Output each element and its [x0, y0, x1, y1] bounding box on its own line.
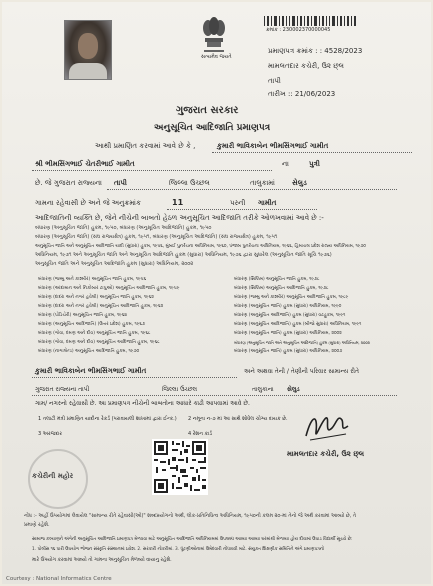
order-item: બંધારણ (અનુસૂચિત જાતિ) હુકમ (સુધારા) અધિનિયમ, ૨૦૦૭ [234, 349, 343, 354]
residence-district: જિલ્લા ઉચ્છલ [162, 386, 197, 393]
footer-paragraph: સામાજ કલ્યાણને અંગેની અનુસૂચિત આદિજાતિ પ્રમાણપત્ર મેળવવા માટે અનુસૂચિત આદિજાતિ અધિનિયમમાં ઉપલબ્ધ આવ્યા આવ્યા ઘરમાંથી મેળવ્યા હોય દીવામાં ઉપાડ વિદ્યાર્થી સૂચવે છે: [32, 537, 353, 542]
order-item: બંધારણ (ગોવા, દમણ અને દીવ) અનુસૂચિત આદિજાતિ હુકમ, ૧૯૬૮ [38, 340, 160, 345]
barcode-number: ક્રમાંક : 230002370000045 [266, 27, 331, 33]
issue-date: તારીખ :: 21/06/2023 [268, 90, 336, 98]
district-name: તાપી [268, 77, 281, 85]
relation-word: ના [282, 160, 289, 168]
underline [212, 152, 412, 153]
legal-line: અનુસૂચિત જાતિ અને અનુસૂચિત આદિજાતિ હુકમ (સુધારા) અધિનિયમ, ૨૦૦૨ [35, 261, 194, 267]
order-item: બંધારણ (દાદરા અને નગર હવેલી) અનુસૂચિત આદિજાતિ હુકમ, ૧૯૬૨ [38, 304, 164, 309]
serial-suffix: પરની [230, 199, 246, 207]
legal-line: અધિનિયમ, ૧૯૭૧ અને અનુસૂચિત જાતિ અને અનુસૂચિત આદિજાતિ હુકમ (સુધારા) અધિનિયમ, ૧૯૭૬ દ્વારા સુધારેલ (અનુસૂચિત જાતિ સૂચિ ૧૯૭૬) [35, 252, 332, 258]
tribe-suffix: આદિજાતિની વ્યક્તિ છે, જેને નીચેની બાબતો હેઠળ અનુસૂચિત આદિજાતિ તરીકે ઓળખવામાં આવે છે :- [35, 214, 324, 222]
footer-paragraph: મારે ઉપયોગ કરવામાં આવ્યો તો ગામના અનુસૂચિત મેળવ્યો વાયાનુ રહેશે. [32, 558, 172, 563]
underline [32, 170, 272, 171]
signatory-designation: મામલતદાર કચેરી, ઉ૨ છ્લ [287, 450, 365, 458]
order-item: બંધારણ (પોંડિચેરી) અનુસૂચિત જાતિ હુકમ, ૧૯૬૪ [38, 313, 128, 318]
legal-line: બંધારણ (અનુસૂચિત જાતિ) (સંઘ રાજ્યક્ષેત્ર) હુકમ, ૧૯૫૧, બંધારણ (અનુસૂચિત આદિજાતિ) (સંઘ રાજ્યક્ષેત્ર) હુકમ, ૧૯૫૧ [35, 234, 278, 240]
order-item: બંધારણ (અનુસૂચિત જાતિ) હુકમ (સુધારા) અધિનિયમ, ૧૯૯૦ [234, 304, 342, 309]
applicant-name-repeat: કુમારી ભાવિકાબેન ભીમસિંગભાઈ ગામીત [35, 367, 147, 375]
residence-taluka-label: તાલુકાના [252, 386, 274, 393]
emblem-caption: સત્યમેવ જયતે [201, 54, 232, 60]
seal-text: કચેરીની મહોર [32, 472, 74, 480]
certificate-number: પ્રમાણપત્ર ક્રમાંક : : 4528/2023 [268, 47, 363, 55]
order-item: બંધારણ (ગોવા, દમણ અને દીવ) અનુસૂચિત જાતિ હુકમ, ૧૯૬૮ [38, 331, 151, 336]
certificate-title: અનુસૂચિત આદિજાતિ પ્રમાણપત્ર [154, 123, 271, 133]
underline [107, 189, 397, 190]
applicant-name: કુમારી ભાવિકાબેન ભીમસિંગભાઈ ગામીત [217, 142, 329, 150]
order-item: બંધારણ (સિક્કિમ) અનુસૂચિત આદિજાતિ હુકમ, ૧૯૭૮ [234, 286, 329, 291]
taluka-value: સેલુડ [292, 179, 307, 187]
document-barcode [264, 16, 356, 26]
office-name: મામલતદાર કચેરી, ઉ૨ છ્લ [268, 62, 344, 70]
residence-prefix: ગુજરાત રાજ્યના તાપી [35, 386, 90, 393]
officer-signature [302, 406, 352, 448]
photo-face [78, 33, 98, 59]
underline [32, 395, 397, 396]
underline [32, 377, 237, 378]
certificate-title-gov: ગુજરાત સરકાર [176, 105, 239, 116]
order-item: બંધારણ (અનુસૂચિત આદિજાતિ) (ઉત્તર પ્રદેશ) હુકમ, ૧૯૬૭ [38, 322, 146, 327]
basis-item: 4 રેશન કાર્ડ [188, 431, 213, 437]
qr-code-icon [152, 439, 208, 495]
residence-suffix: ગામ/ નગરનો રહેવાસી છે. આ પ્રમાણપત્ર નીચેની બાબતોના આધારે કાઢી આપવામાં આવે છે. [35, 400, 250, 407]
applicant-photo [64, 20, 112, 80]
legal-line: બંધારણ (અનુસૂચિત જાતિ) હુકમ, ૧૯૫૦, બંધારણ (અનુસૂચિત આદિજાતિ) હુકમ, ૧૯૫૦ [35, 225, 212, 231]
tribe-value: ગામીત [258, 199, 277, 207]
state-prefix: છે. જે ગુજરાત રાજ્યના [35, 179, 102, 187]
order-item: બંધારણ (અનુસૂચિત આદિજાતિ) હુકમ (સુધારા) વટહુકમ, ૧૯૯૧ [234, 313, 346, 318]
legal-line: અનુસૂચિત જાતિ અને અનુસૂચિત આદિજાતિ યાદી (સુધારા) હુકમ, ૧૯૫૬, મુંબઈ પુનર્રચના અધિનિયમ, ૧૯૬૦, પંજાબ પુનર્રચના અધિનિયમ, ૧૯૬૬, હિમાચલ પ્રદેશ રાજ્ય અધિનિયમ, ૧૯૭૦ [35, 244, 366, 249]
father-name: શ્રી ભીમસિંગભાઈ ચેતરીભાઈ ગામીત [35, 160, 135, 168]
basis-item: 3 અરજદાર [38, 431, 62, 437]
order-item: બંધારણ (આંદામાન અને નિકોબાર ટાપુઓ) અનુસૂચિત આદિજાતિ હુકમ, ૧૯૫૯ [38, 286, 180, 291]
order-item: બંધારણ (સિક્કિમ) અનુસૂચિત જાતિ હુકમ, ૧૯૭૮ [234, 277, 320, 282]
footer-note: નોંધ :- અહીં ઉપયોગમાં લેવાયેલ "સામાન્ય રીતે રહેવાસી(ઓ)" શબ્દપ્રયોગનો અર્થ, લોક-પ્રતિનિધિત્વ અધિનિયમ, ૧૯૫૦ની કલમ ૨૦-માં તેનો જે અર્થ કરવામાં આવ્યો છે, તે [24, 513, 357, 519]
order-item: બંધારણ (અનુસૂચિત જાતિ અને અનુસૂચિત આદિજાતિ) હુકમ (સુધારા) અધિનિયમ, ૨૦૦૨ [234, 340, 370, 345]
residence-taluka: સેલુડ [287, 386, 300, 393]
order-item: બંધારણ (નાગાલેન્ડ) અનુસૂચિત આદિજાતિ હુકમ, ૧૯૭૦ [38, 349, 140, 354]
order-item: બંધારણ (જમ્મુ અને કાશ્મીર) અનુસૂચિત આદિજાતિ હુકમ, ૧૯૮૯ [234, 295, 349, 300]
order-item: બંધારણ (જમ્મુ અને કાશ્મીર) અનુસૂચિત જાતિ હુકમ, ૧૯૫૬ [38, 277, 147, 282]
underline [167, 209, 317, 210]
order-item: બંધારણ (અનુસૂચિત જાતિ) હુકમ (સુધારા) અધિનિયમ, ૨૦૦૨ [234, 331, 342, 336]
basis-item: 2 નમૂના ન-૭ માં આ સાથે શોધેલ ચોગ્ય દાયક છે. [188, 416, 288, 422]
basis-item: 1 તલાટી મંત્રી પ્રમાણિત યાદીના રેકર્ડ (પરાવાયલી શાખામાં દ્વારા ઈન્ક.) [38, 416, 177, 422]
district-value: તાપી [114, 179, 127, 187]
footer-note-2: પ્રમાણે રહેશે. [24, 522, 50, 528]
courtesy-text: Courtesy : National Informatics Centre [6, 576, 112, 582]
national-emblem-icon [195, 12, 233, 56]
certificate-page [2, 2, 431, 584]
order-item: બંધારણ (અનુસૂચિત આદિજાતિ) હુકમ (બીજો સુધારા) અધિનિયમ, ૧૯૯૧ [234, 322, 362, 327]
order-item: બંધારણ (દાદરા અને નગર હવેલી) અનુસૂચિત જાતિ હુકમ, ૧૯૬૨ [38, 295, 154, 300]
district-label: જિલ્લા ઉચ્છલ [169, 179, 210, 187]
photo-shirt [69, 63, 107, 79]
family-suffix: અને અથવા તેની / તેણીની પરિવાર સામાન્ય રીતે [244, 368, 360, 375]
relation-value: પુત્રી [309, 160, 320, 168]
certify-prefix: આથી પ્રમાણિત કરવામાં આવે છે કે , [95, 142, 196, 150]
village-prefix: ગામના રહેવાસી છે અને જે અનુક્રમાંક [35, 199, 141, 207]
serial-number: 11 [172, 198, 184, 207]
footer-paragraph: 1. પોલીસ ૧૬ પારી ઉપયોગ ભોજન સંસ્કૃતિ સંસ્થાનમાં પ્રવેશ. 2. સરકારી નોકરીમાં. 3. ધૂંટણીઓનામાં ઉમેદવારી નોંધાવવી માટે. સંયુક્ત શિક્ષણીક સમિતિને અંગે પ્રમાણપત્રનો [32, 547, 325, 552]
taluka-label: તાલુકામાં [250, 179, 275, 187]
